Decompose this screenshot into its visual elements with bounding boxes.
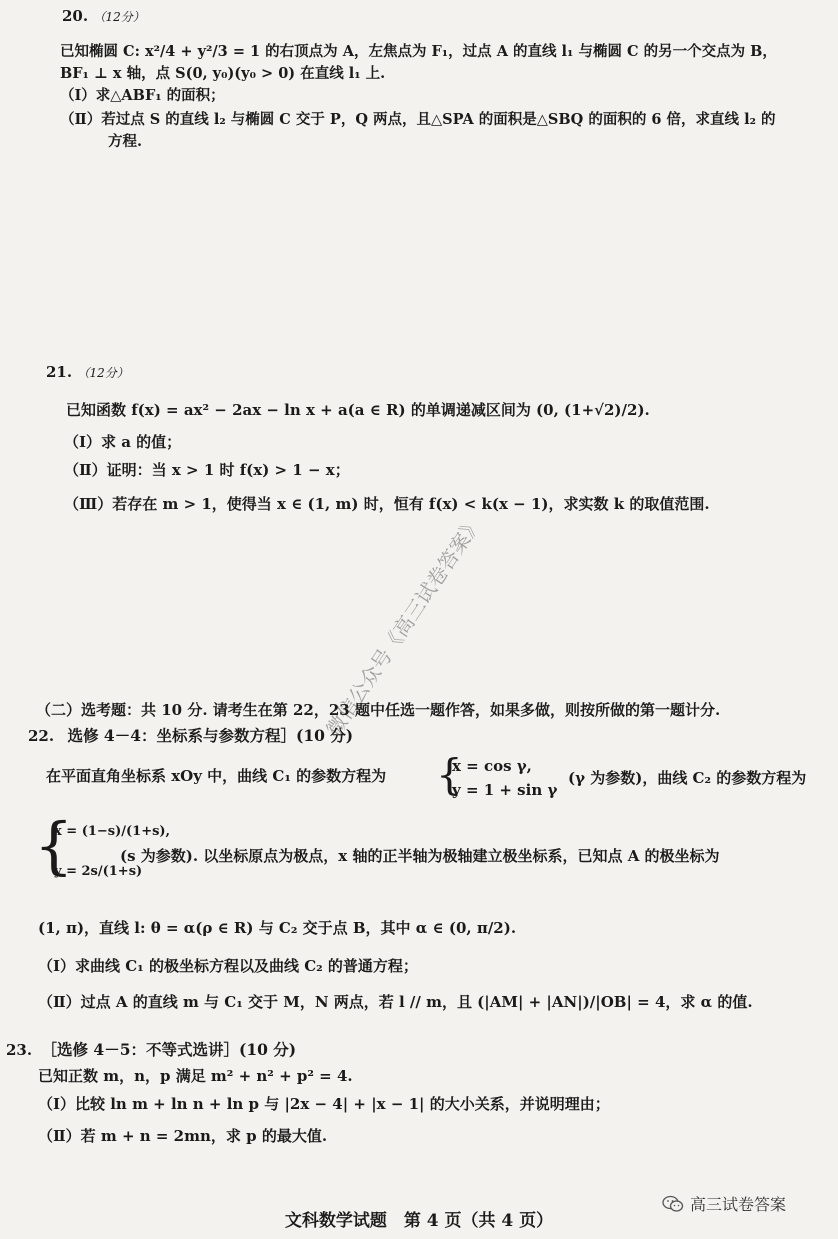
q22-header [28,726,353,746]
q21-header [46,362,129,383]
wechat-icon [662,1195,684,1213]
q22-part1: （Ⅰ）求曲线 C₁ 的极坐标方程以及曲线 C₂ 的普通方程； [38,957,418,975]
q20-line2: BF₁ ⊥ x 轴，点 S(0, y₀)(y₀ > 0) 在直线 l₁ 上. [60,65,386,82]
watermark: 微信公众号《高三试卷答案》 [321,511,487,741]
q21-part1: （Ⅰ）求 a 的值； [64,433,182,451]
q20-part2b: 方程. [108,133,143,150]
q20-part1: （Ⅰ）求△ABF₁ 的面积； [60,87,225,104]
q22-number: 22. [28,727,55,745]
q22-sys1-a: x = cos γ, [452,757,532,775]
brand-name: 高三试卷答案 [690,1195,787,1214]
q20-part2: （Ⅱ）若过点 S 的直线 l₂ 与椭圆 C 交于 P，Q 两点，且△SPA 的面积是△SBQ 的面积的 6 倍，求直线 l₂ 的 [60,111,776,128]
q23-number: 23. [6,1041,33,1059]
q22-sys2-b: y = 2s/(1+s) [54,864,143,879]
page-footer: 文科数学试题 第 4 页（共 4 页） [284,1211,554,1231]
q22-line1a: 在平面直角坐标系 xOy 中，曲线 C₁ 的参数方程为 [46,767,387,785]
q20-line1: 已知椭圆 C: x²/4 + y²/3 = 1 的右顶点为 A，左焦点为 F₁，过点 A 的直线 l₁ 与椭圆 C 的另一个交点为 B， [60,43,777,60]
q21-stem: 已知函数 f(x) = ax² − 2ax − ln x + a(a ∈ R) 的单调递减区间为 (0, (1+√2)/2). [66,401,650,419]
q20-header [62,6,145,27]
q22-line3: (1, π)，直线 l: θ = α(ρ ∈ R) 与 C₂ 交于点 B，其中 α ∈ (0, π/2). [38,919,517,937]
q20-points: （12分） [93,10,145,24]
q22-sys1-b: y = 1 + sin γ [452,781,558,799]
q23-part2: （Ⅱ）若 m + n = 2mn，求 p 的最大值. [38,1127,328,1145]
q22-line1b: (γ 为参数)，曲线 C₂ 的参数方程为 [568,769,807,787]
q21-part3: （Ⅲ）若存在 m > 1，使得当 x ∈ (1, m) 时，恒有 f(x) < k(x − 1)，求实数 k 的取值范围. [64,495,710,513]
q23-title: ［选修 4－5：不等式选讲］(10 分) [41,1040,297,1059]
q22-brace1: { [436,750,463,799]
q21-points: （12分） [77,366,129,380]
q20-number: 20. [62,7,89,25]
brand-mark [662,1192,786,1215]
section2-heading: （二）选考题：共 10 分. 请考生在第 22，23 题中任选一题作答，如果多做，则按所做的第一题计分. [36,701,721,719]
q23-header [6,1040,296,1060]
q22-part2: （Ⅱ）过点 A 的直线 m 与 C₁ 交于 M，N 两点，若 l // m，且 (|AM| + |AN|)/|OB| = 4，求 α 的值. [38,993,753,1011]
q22-sys2-a: x = (1−s)/(1+s), [54,824,171,839]
q23-stem: 已知正数 m，n，p 满足 m² + n² + p² = 4. [38,1067,353,1085]
q22-brace2: { [34,809,74,882]
q22-title: 选修 4－4：坐标系与参数方程］(10 分) [67,726,354,745]
q23-part1: （Ⅰ）比较 ln m + ln n + ln p 与 |2x − 4| + |x − 1| 的大小关系，并说明理由； [38,1095,610,1113]
q21-part2: （Ⅱ）证明：当 x > 1 时 f(x) > 1 − x； [64,461,350,479]
q22-line2: (s 为参数). 以坐标原点为极点，x 轴的正半轴为极轴建立极坐标系，已知点 A 的极坐标为 [120,847,720,865]
q21-number: 21. [46,363,73,381]
